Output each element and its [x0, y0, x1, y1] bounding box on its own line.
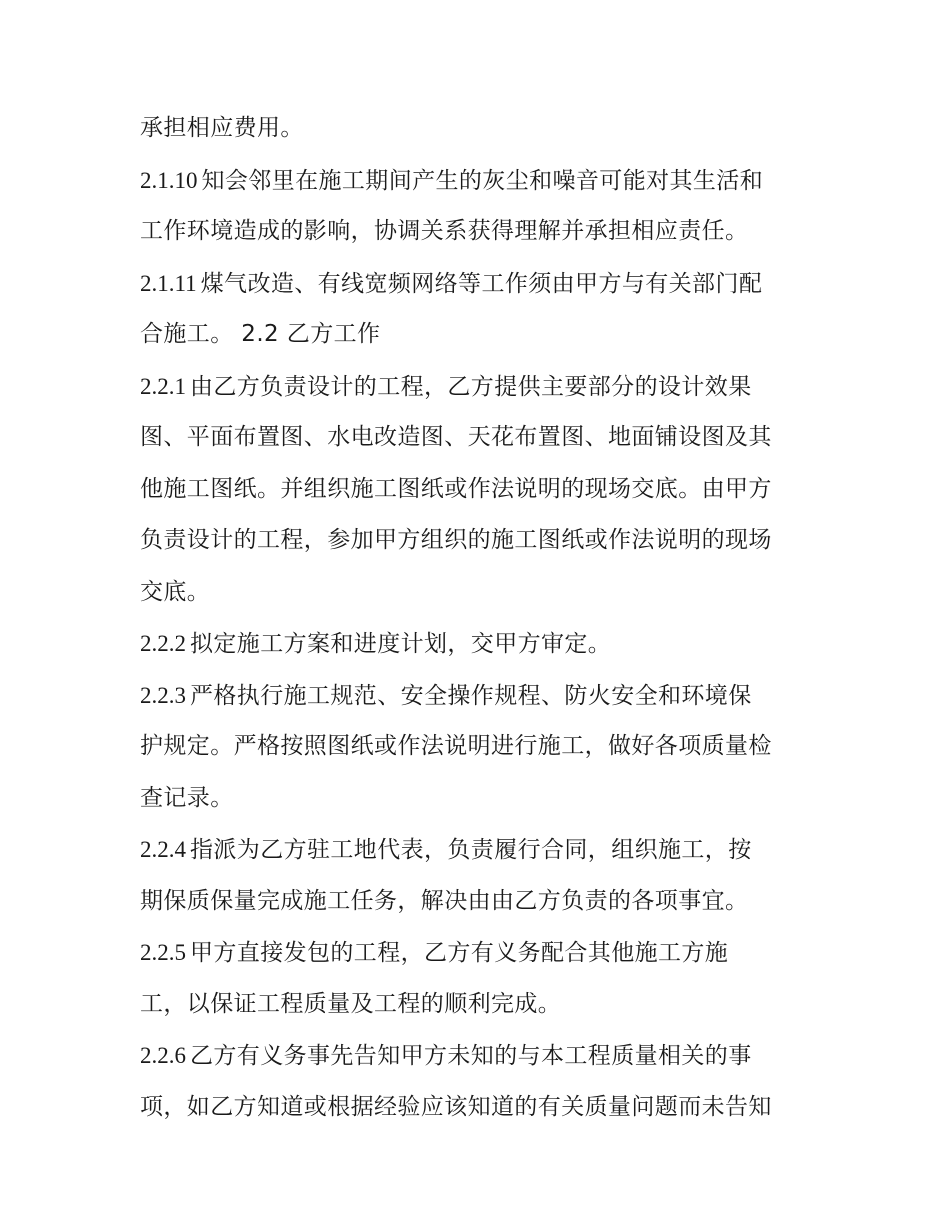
- clause-number: 2.2.3: [140, 682, 186, 708]
- text-line: [140, 412, 830, 464]
- text-line: [140, 103, 830, 155]
- text-line: [140, 773, 830, 825]
- line-text: 指派为乙方驻工地代表，负责履行合同，组织施工，按: [190, 837, 752, 863]
- text-line: [140, 258, 830, 310]
- line-text: 煤气改造、有线宽频网络等工作须由甲方与有关部门配: [200, 270, 763, 297]
- text-line: [140, 1030, 830, 1082]
- line-text: 拟定施工方案和进度计划，交甲方审定。: [190, 631, 612, 657]
- line-text: 负责设计的工程，参加甲方组织的施工图纸或作法说明的现场: [140, 527, 772, 553]
- text-line: [140, 464, 830, 516]
- text-line: [140, 721, 830, 773]
- clause-number: 2.2.1: [140, 373, 186, 399]
- line-text: 由乙方负责设计的工程，乙方提供主要部分的设计效果: [190, 373, 752, 400]
- text-line: [140, 927, 830, 979]
- clause-number: 2.2.4: [140, 837, 186, 862]
- text-line: [140, 876, 830, 928]
- text-line: [140, 824, 830, 876]
- text-line: [140, 309, 830, 361]
- clause-number: 2.2.6: [140, 1043, 186, 1068]
- clause-number: 2.1.10: [140, 167, 198, 193]
- line-text: 工，以保证工程质量及工程的顺利完成。: [140, 990, 562, 1017]
- line-text: 查记录。: [140, 784, 234, 811]
- contract-text-body: [140, 103, 830, 1133]
- line-text: 护规定。严格按照图纸或作法说明进行施工，做好各项质量检: [140, 733, 772, 759]
- line-text: 甲方直接发包的工程，乙方有义务配合其他施工方施: [190, 940, 729, 966]
- line-text: 知会邻里在施工期间产生的灰尘和噪音可能对其生活和: [201, 167, 764, 194]
- line-text: 合施工。 2.2 乙方工作: [140, 321, 381, 347]
- line-text: 乙方有义务事先告知甲方未知的与本工程质量相关的事: [190, 1043, 752, 1069]
- line-text: 项，如乙方知道或根据经验应该知道的有关质量问题而未告知: [140, 1093, 772, 1120]
- line-text: 期保质保量完成施工任务，解决由由乙方负责的各项事宜。: [140, 887, 749, 914]
- clause-number: 2.2.2: [140, 631, 186, 656]
- text-line: [140, 206, 830, 258]
- line-text: 他施工图纸。并组织施工图纸或作法说明的现场交底。由甲方: [140, 475, 772, 502]
- clause-number: 2.2.5: [140, 940, 186, 965]
- text-line: [140, 567, 830, 619]
- text-line: [140, 361, 830, 413]
- line-text: 工作环境造成的影响，协调关系获得理解并承担相应责任。: [140, 218, 749, 244]
- line-text: 图、平面布置图、水电改造图、天花布置图、地面铺设图及其: [140, 424, 772, 450]
- text-line: [140, 1082, 830, 1134]
- text-line: [140, 155, 830, 207]
- clause-number: 2.1.11: [140, 270, 197, 296]
- line-text: 承担相应费用。: [140, 115, 304, 141]
- text-line: [140, 618, 830, 670]
- text-line: [140, 515, 830, 567]
- line-text: 严格执行施工规范、安全操作规程、防火安全和环境保: [190, 682, 752, 709]
- text-line: [140, 979, 830, 1031]
- text-line: [140, 670, 830, 722]
- line-text: 交底。: [140, 578, 211, 605]
